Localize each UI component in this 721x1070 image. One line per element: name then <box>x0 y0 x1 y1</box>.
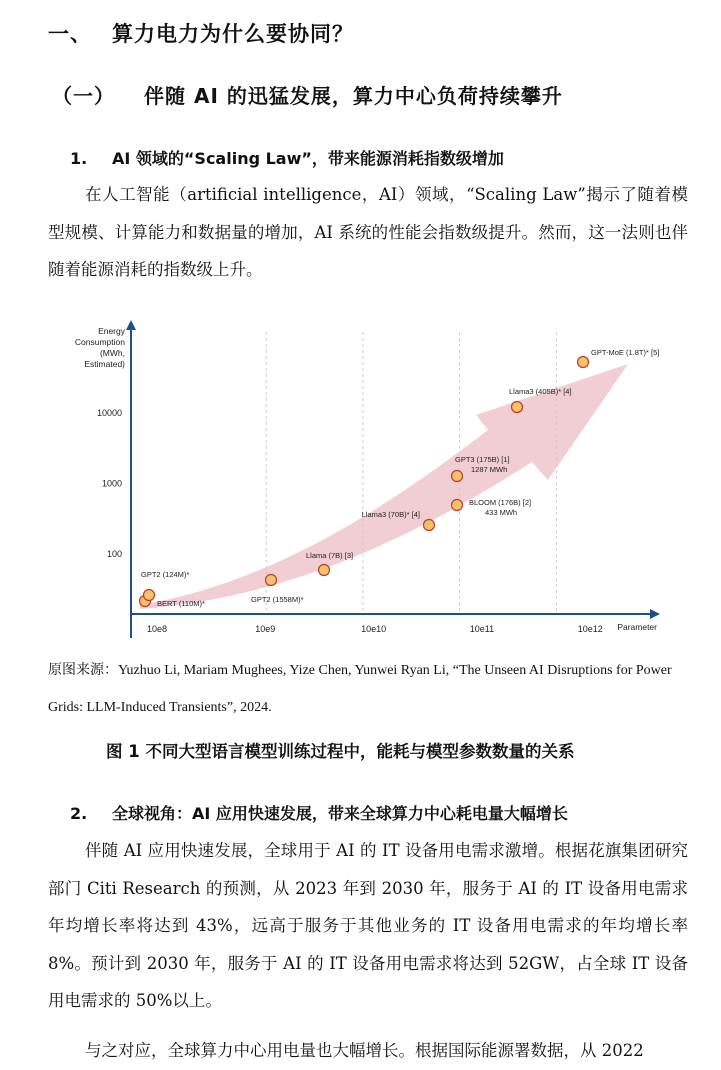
section-number: 一、 <box>48 22 92 46</box>
y-axis-title-line2: Consumption <box>74 337 125 347</box>
subsection-heading <box>52 80 563 109</box>
figure-caption: 图 1 不同大型语言模型训练过程中，能耗与模型参数数量的关系 <box>106 742 575 761</box>
item1-title: AI 领域的“Scaling Law”，带来能源消耗指数级增加 <box>112 149 504 168</box>
item1-number: 1. <box>70 149 88 168</box>
x-tick-label: 10e11 <box>469 624 495 634</box>
data-point <box>266 575 277 586</box>
source-prefix: 原图来源： <box>48 663 118 678</box>
figure-source <box>48 652 688 726</box>
point-label: GPT2 (1558M)* <box>251 595 304 604</box>
x-axis-title: Parameter <box>617 622 657 632</box>
point-label: GPT3 (175B) [1] <box>455 455 510 464</box>
data-point <box>452 500 463 511</box>
y-tick-label: 10000 <box>96 408 122 418</box>
y-axis-title-line1: Energy <box>98 326 125 336</box>
point-label: BLOOM (176B) [2] <box>469 498 532 507</box>
x-tick-label: 10e8 <box>146 624 168 634</box>
point-label: GPT-MoE (1.8T)* [5] <box>591 348 660 357</box>
y-tick-label: 1000 <box>101 478 122 489</box>
item2-number: 2. <box>70 804 88 823</box>
source-text: Yuzhuo Li, Mariam Mughees, Yize Chen, Yunwei Ryan Li, “The Unseen AI Disruptions for Power Grids: LLM-Induced Transients”, 2024. <box>48 663 672 715</box>
item2-paragraph-2: 与之对应，全球算力中心用电量也大幅增长。根据国际能源署数据，从 2022 <box>85 1041 644 1060</box>
point-label: BERT (110M)* <box>157 599 205 608</box>
x-tick-label: 10e9 <box>255 624 276 634</box>
y-axis-title-line3: (MWh, <box>99 348 125 358</box>
data-point <box>424 520 435 531</box>
x-axis-arrowhead <box>650 609 660 619</box>
subsection-title: 伴随 AI 的迅猛发展，算力中心负荷持续攀升 <box>144 84 563 108</box>
energy-chart <box>0 312 721 652</box>
trend-arrow <box>140 364 628 609</box>
data-point <box>578 357 589 368</box>
data-point <box>144 590 155 601</box>
x-tick-label: 10e12 <box>577 624 603 634</box>
y-axis-arrowhead <box>126 320 136 330</box>
point-label: Llama3 (405B)* [4] <box>509 387 572 396</box>
data-point <box>512 402 523 413</box>
section-heading <box>48 18 354 48</box>
point-note: 433 MWh <box>485 508 518 517</box>
item1-paragraph: 在人工智能（artificial intelligence，AI）领域，“Scaling Law”揭示了随着模型规模、计算能力和数据量的增加，AI 系统的性能会指数级提升。然而，这一法则也伴随着能源消耗的指数级上升。 <box>48 185 688 279</box>
item1-heading <box>70 146 504 169</box>
point-label: Llama3 (70B)* [4] <box>361 510 420 519</box>
section-title: 算力电力为什么要协同？ <box>112 22 354 46</box>
x-tick-label: 10e10 <box>361 624 387 634</box>
point-note: 1287 MWh <box>471 465 508 474</box>
y-axis-title-line4: Estimated) <box>84 359 125 369</box>
item2-paragraph-1: 伴随 AI 应用快速发展，全球用于 AI 的 IT 设备用电需求激增。根据花旗集团研究部门 Citi Research 的预测，从 2023 年到 2030 年，服务于 AI 的 IT 设备用电需求年均增长率将达到 43%，远高于服务于其他业务的 IT 设备用电需求的年均增长率 8%。预计到 2030 年，服务于 AI 的 IT 设备用电需求将达到 52GW，占全球 IT 设备用电需求的 50%以上。 <box>48 841 688 1010</box>
item2-title: 全球视角：AI 应用快速发展，带来全球算力中心耗电量大幅增长 <box>112 804 568 823</box>
subsection-number: （一） <box>52 84 115 108</box>
point-label: GPT2 (124M)* <box>141 570 190 579</box>
point-label: Llama (7B) [3] <box>306 551 354 560</box>
data-point <box>452 471 463 482</box>
y-tick-label: 100 <box>106 549 122 559</box>
data-point <box>319 565 330 576</box>
item2-heading <box>70 801 568 824</box>
